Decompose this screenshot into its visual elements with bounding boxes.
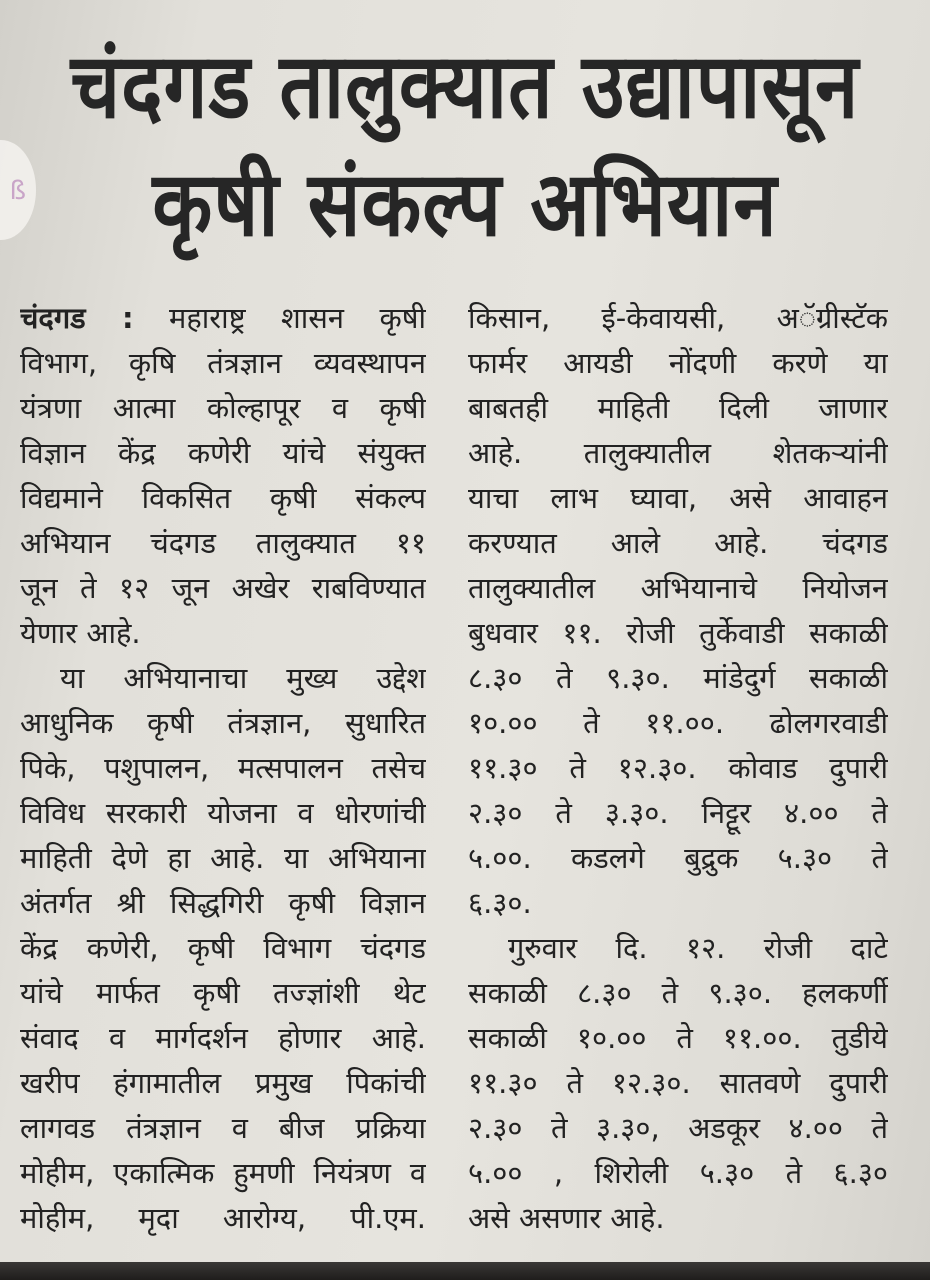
article-line: करण्यात आले आहे. चंदगड [468, 526, 888, 560]
article-line: बाबतही माहिती दिली जाणार [468, 391, 888, 425]
article-line: असे असणार आहे. [468, 1201, 665, 1235]
bottom-edge-shadow [0, 1262, 930, 1280]
article-line: सकाळी १०.०० ते ११.००. तुडीये [468, 1021, 888, 1055]
article-line: जून ते १२ जून अखेर राबविण्यात [20, 571, 426, 605]
headline-line-2: कृषी संकल्प अभियान [152, 153, 778, 257]
article-line: १०.०० ते ११.००. ढोलगरवाडी [468, 706, 888, 740]
article-line: या अभियानाचा मुख्य उद्देश [60, 661, 426, 695]
article-column-right [468, 296, 888, 1241]
article-line: ११.३० ते १२.३०. सातवणे दुपारी [468, 1066, 888, 1100]
article-line: मोहीम, मृदा आरोग्य, पी.एम. [20, 1201, 426, 1235]
article-line: यंत्रणा आत्मा कोल्हापूर व कृषी [20, 391, 426, 425]
article-column-left [20, 296, 426, 1241]
article-line: सकाळी ८.३० ते ९.३०. हलकर्णी [468, 976, 888, 1010]
article-line: बुधवार ११. रोजी तुर्केवाडी सकाळी [468, 616, 888, 650]
article-line: ६.३०. [468, 886, 532, 920]
article-line: २.३० ते ३.३०, अडकूर ४.०० ते [468, 1111, 888, 1145]
article-line-text: महाराष्ट्र शासन कृषी [133, 301, 426, 335]
article-line: आधुनिक कृषी तंत्रज्ञान, सुधारित [20, 706, 426, 740]
article-line: अभियान चंदगड तालुक्यात ११ [20, 526, 426, 560]
article-line: ५.०० , शिरोली ५.३० ते ६.३० [468, 1156, 888, 1190]
article-line: खरीप हंगामातील प्रमुख पिकांची [20, 1066, 426, 1100]
article-line: फार्मर आयडी नोंदणी करणे या [468, 346, 888, 380]
headline-line-1: चंदगड तालुक्यात उद्यापासून [70, 35, 860, 139]
article-line: विविध सरकारी योजना व धोरणांची [20, 796, 426, 830]
article-line: तालुक्यातील अभियानाचे नियोजन [468, 571, 888, 605]
article-line: गुरुवार दि. १२. रोजी दाटे [508, 931, 888, 965]
article-line: किसान, ई-केवायसी, अॅग्रीस्टॅक [468, 301, 888, 335]
stamp-glyph: ß [9, 176, 26, 206]
article-line [20, 296, 426, 341]
article-line: माहिती देणे हा आहे. या अभियाना [20, 841, 426, 875]
article-line: मोहीम, एकात्मिक हुमणी नियंत्रण व [20, 1156, 426, 1190]
article-line: विभाग, कृषि तंत्रज्ञान व्यवस्थापन [20, 346, 426, 380]
article-line: यांचे मार्फत कृषी तज्ज्ञांशी थेट [20, 976, 426, 1010]
dateline: चंदगड : [20, 301, 134, 335]
article-line: केंद्र कणेरी, कृषी विभाग चंदगड [20, 931, 426, 965]
article-line: ५.००. कडलगे बुद्रुक ५.३० ते [468, 841, 888, 875]
article-line: विद्यमाने विकसित कृषी संकल्प [20, 481, 426, 515]
article-line: पिके, पशुपालन, मत्सपालन तसेच [20, 751, 426, 785]
article-line: अंतर्गत श्री सिद्धगिरी कृषी विज्ञान [20, 886, 426, 920]
article-line: २.३० ते ३.३०. निट्टूर ४.०० ते [468, 796, 888, 830]
article-line: याचा लाभ घ्यावा, असे आवाहन [468, 481, 888, 515]
article-line: ११.३० ते १२.३०. कोवाड दुपारी [468, 751, 888, 785]
article-line: लागवड तंत्रज्ञान व बीज प्रक्रिया [20, 1111, 426, 1145]
article-line: येणार आहे. [20, 616, 141, 650]
article-line: ८.३० ते ९.३०. मांडेदुर्ग सकाळी [468, 661, 888, 695]
headline [20, 28, 910, 264]
article-line: विज्ञान केंद्र कणेरी यांचे संयुक्त [20, 436, 426, 470]
article-line: आहे. तालुक्यातील शेतकऱ्यांनी [468, 436, 888, 470]
article-line: संवाद व मार्गदर्शन होणार आहे. [20, 1021, 426, 1055]
